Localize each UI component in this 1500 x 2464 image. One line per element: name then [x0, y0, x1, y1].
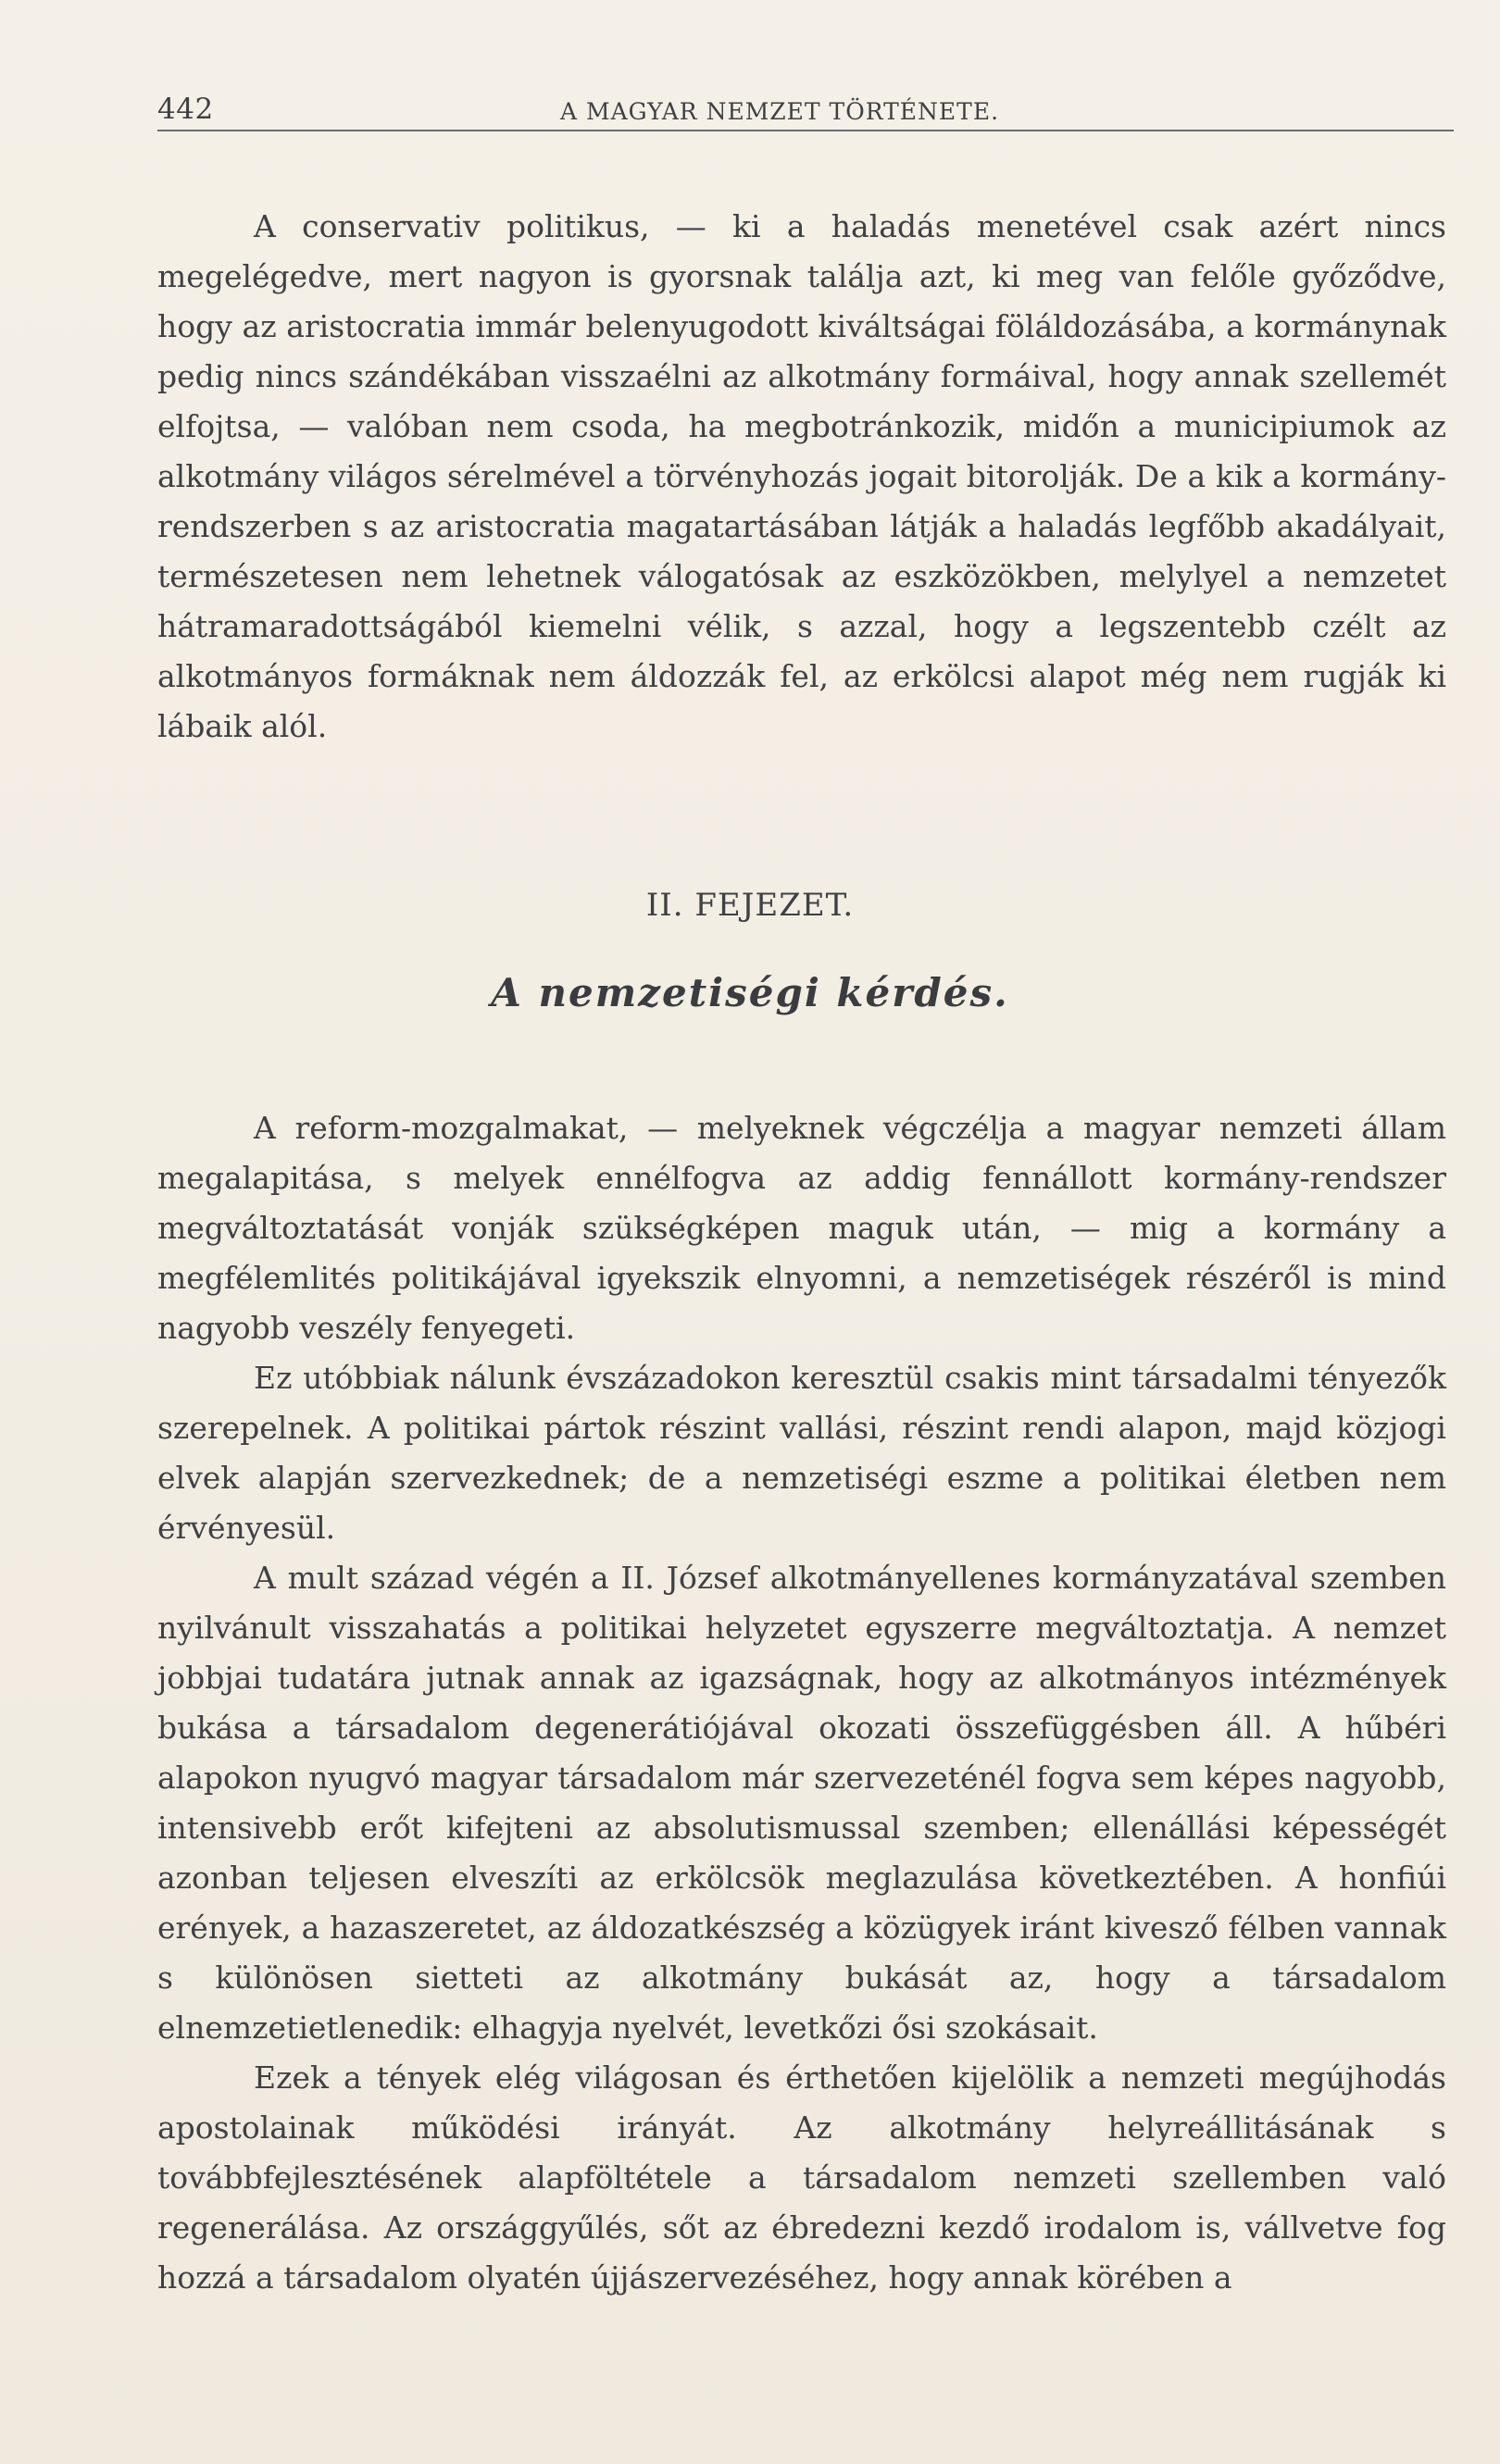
page-number: 442	[157, 93, 214, 126]
running-header	[157, 89, 1454, 131]
chapter-number: II. FEJEZET.	[645, 887, 855, 924]
text-block-after-chapter	[157, 1103, 1446, 2303]
running-title: A MAGYAR NEMZET TÖRTÉNETE.	[560, 98, 1000, 125]
paragraph: Ez utóbbiak nálunk évszázadokon keresztül csakis mint társadalmi tényezők szerepelnek. A politikai pártok részint vallási, részint rendi alapon, majd közjogi elvek alapján szervezkednek; de a nemzetiségi eszme a politikai életben nem érvényesül.	[157, 1360, 1446, 1546]
paragraph: Ezek a tények elég világosan és érthetően kijelölik a nemzeti megújhodás apostolainak működési irányát. Az alkotmány helyreállitásának s továbbfejlesztésének alapföltétele a társadalom nemzeti szellemben való regenerálása. Az országgyűlés, sőt az ébredezni kezdő irodalom is, vállvetve fog hozzá a társadalom olyatén újjászervezéséhez, hogy annak körében a	[157, 2060, 1446, 2296]
paragraph: A mult század végén a II. József alkotmányellenes kormányzatával szemben nyilvánult visszahatás a politikai helyzetet egyszerre megváltoztatja. A nemzet jobbjai tudatára jutnak annak az igazságnak, hogy az alkotmányos intézmények bukása a társadalom degenerátiójával okozati összefüggésben áll. A hűbéri alapokon nyugvó magyar társadalom már szervezeténél fogva sem képes nagyobb, intensivebb erőt kifejteni az absolutismussal szemben; ellenállási képességét azonban teljesen elveszíti az erkölcsök meglazulása következtében. A honfiúi erények, a hazaszeretet, az áldozatkészség a közügyek iránt kivesző félben vannak s különösen sietteti az alkotmány bukását az, hogy a társadalom elnemzetietlenedik: elhagyja nyelvét, levetkőzi ősi szokásait.	[157, 1560, 1446, 2046]
paragraph: A reform-mozgalmakat, — melyeknek végczélja a magyar nemzeti állam megalapitása, s melyek ennélfogva az addig fennállott kormány-rendszer megváltoztatását vonják szükségképen maguk után, — mig a kormány a megfélemlités politikájával igyekszik elnyomni, a nemzetiségek részéről is mind nagyobb veszély fenyegeti.	[157, 1110, 1446, 1346]
paragraph: A conservativ politikus, — ki a haladás menetével csak azért nincs megelégedve, mert nagyon is gyorsnak találja azt, ki meg van felőle győződve, hogy az aristocratia immár belenyugodott kiváltságai föláldozásába, a kormánynak pedig nincs szándékában visszaélni az alkotmány formáival, hogy annak szellemét elfojtsa, — valóban nem csoda, ha megbotránkozik, midőn a municipiumok az alkotmány világos sérelmével a törvényhozás jogait bitorolják. De a kik a kormány-rendszerben s az aristocratia magatartásában látják a haladás legfőbb akadályait, természetesen nem lehetnek válogatósak az eszközökben, melylyel a nemzetet hátramaradottságából kiemelni vélik, s azzal, hogy a legszentebb czélt az alkotmányos formáknak nem áldozzák fel, az erkölcsi alapot még nem rugják ki lábaik alól.	[157, 208, 1446, 744]
text-block-before-chapter	[157, 202, 1446, 752]
chapter-title: A nemzetiségi kérdés.	[491, 970, 1009, 1015]
